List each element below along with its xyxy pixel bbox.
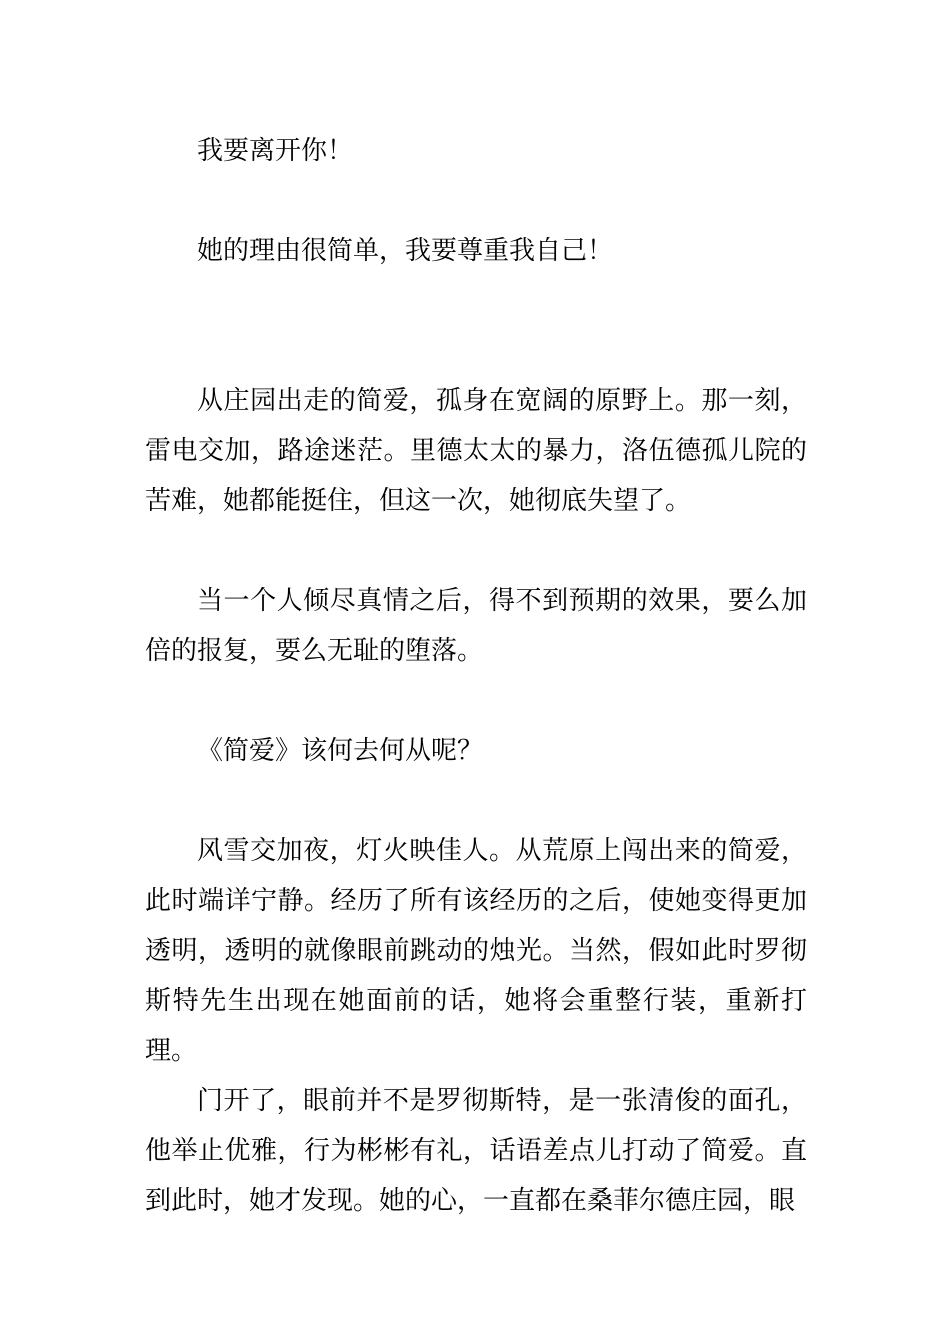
paragraph-6: 风雪交加夜，灯火映佳人。从荒原上闯出来的简爱，此时端详宁静。经历了所有该经历的之后，使她变得更加透明，透明的就像眼前跳动的烛光。当然，假如此时罗彻斯特先生出现在她面前的话，她将会重整行装，重新打理。 [145, 836, 807, 1066]
paragraph-3: 从庄园出走的简爱，孤身在宽阔的原野上。那一刻，雷电交加，路途迷茫。里德太太的暴力，洛伍德孤儿院的苦难，她都能挺住，但这一次，她彻底失望了。 [145, 386, 807, 516]
paragraph-7: 门开了，眼前并不是罗彻斯特，是一张清俊的面孔，他举止优雅，行为彬彬有礼，话语差点儿打动了简爱。直到此时，她才发现。她的心，一直都在桑菲尔德庄园，眼 [145, 1086, 807, 1216]
paragraph-1: 我要离开你！ [197, 136, 354, 166]
paragraph-2: 她的理由很简单，我要尊重我自己！ [197, 236, 614, 266]
paragraph-4: 当一个人倾尽真情之后，得不到预期的效果，要么加倍的报复，要么无耻的堕落。 [145, 586, 807, 666]
paragraph-5: 《简爱》该何去何从呢？ [197, 736, 484, 766]
